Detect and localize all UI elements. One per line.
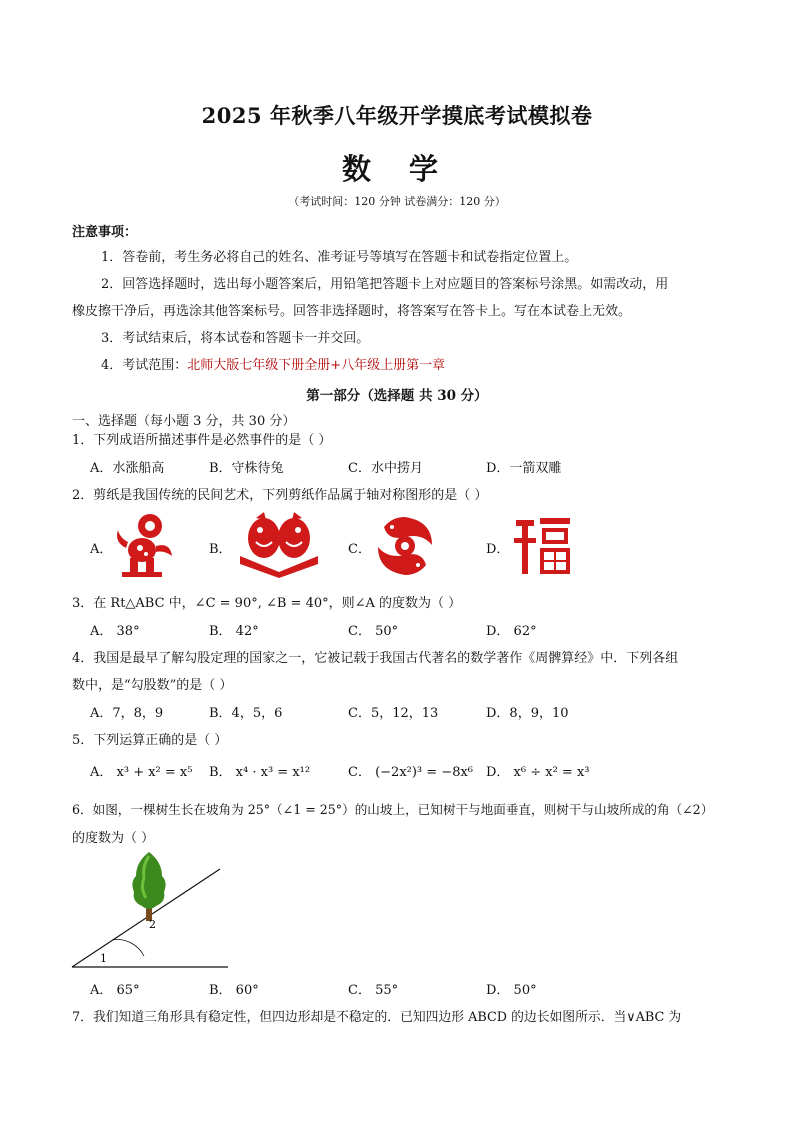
q1-option-a[interactable]: A．水涨船高	[90, 461, 165, 476]
angle-1-label: 1	[100, 952, 107, 965]
note-item-scope	[101, 354, 445, 373]
question-3-stem: 3．在 Rt△ABC 中，∠C = 90°, ∠B = 40°，则∠A 的度数为（ ）	[72, 596, 462, 611]
question-6-stem-line2: 的度数为（ ）	[72, 831, 155, 846]
q5-option-b[interactable]: B． x⁴ · x³ = x¹²	[209, 765, 311, 780]
question-5-stem: 5．下列运算正确的是（ ）	[72, 733, 228, 748]
subject-title: 数 学	[341, 152, 453, 186]
note-item: 1．答卷前，考生务必将自己的姓名、准考证号等填写在答题卡和试卷指定位置上。	[101, 250, 578, 265]
question-2-stem: 2．剪纸是我国传统的民间艺术，下列剪纸作品属于轴对称图形的是（ ）	[72, 488, 488, 503]
q3-option-b[interactable]: B． 42°	[209, 624, 259, 639]
q4-option-d[interactable]: D．8，9，10	[486, 706, 569, 721]
paper-cut-monkey-image	[112, 512, 174, 578]
question-4-stem-line1: 4．我国是最早了解勾股定理的国家之一，它被记载于我国古代著名的数学著作《周髀算经》中．下列各组	[72, 651, 679, 666]
scope-label: 4．考试范围：	[101, 358, 188, 373]
q3-option-c[interactable]: C． 50°	[348, 624, 399, 639]
note-item: 3．考试结束后，将本试卷和答题卡一并交回。	[101, 331, 370, 346]
question-4-stem-line2: 数中，是“勾股数”的是（ ）	[72, 678, 233, 693]
q2-option-a[interactable]: A．	[90, 542, 113, 557]
q6-option-c[interactable]: C． 55°	[348, 983, 399, 998]
q6-option-b[interactable]: B． 60°	[209, 983, 259, 998]
scope-value: 北师大版七年级下册全册+八年级上册第一章	[187, 358, 446, 373]
q3-option-a[interactable]: A． 38°	[90, 624, 140, 639]
q5-option-d[interactable]: D． x⁶ ÷ x² = x³	[486, 765, 590, 780]
q1-option-d[interactable]: D．一箭双雕	[486, 461, 562, 476]
question-7-stem: 7．我们知道三角形具有稳定性，但四边形却是不稳定的．已知四边形 ABCD 的边长如图所示．当∨ABC 为	[72, 1010, 682, 1025]
q4-option-c[interactable]: C．5，12，13	[348, 706, 439, 721]
q4-option-a[interactable]: A．7，8，9	[90, 706, 164, 721]
q3-option-d[interactable]: D． 62°	[486, 624, 537, 639]
q2-option-b[interactable]: B．	[209, 542, 232, 557]
note-item: 2．回答选择题时，选出每小题答案后，用铅笔把答题卡上对应题目的答案标号涂黑。如需改动，用	[101, 277, 669, 292]
q1-option-c[interactable]: C．水中捞月	[348, 461, 423, 476]
q4-option-b[interactable]: B．4，5，6	[209, 706, 283, 721]
question-1-stem: 1．下列成语所描述事件是必然事件的是（ ）	[72, 433, 332, 448]
notes-heading: 注意事项：	[72, 225, 138, 240]
part1-heading: 第一部分（选择题 共 30 分）	[306, 388, 488, 404]
q5-option-a[interactable]: A． x³ + x² = x⁵	[90, 765, 193, 780]
q5-option-c[interactable]: C． (−2x²)³ = −8x⁶	[348, 765, 474, 780]
q6-option-d[interactable]: D． 50°	[486, 983, 537, 998]
q2-option-c[interactable]: C．	[348, 542, 371, 557]
section-heading: 一、选择题（每小题 3 分，共 30 分）	[72, 414, 296, 429]
paper-cut-fish-circle-image	[372, 513, 438, 579]
question-6-stem-line1: 6．如图，一棵树生长在坡角为 25°（∠1 = 25°）的山坡上，已知树干与地面垂直，则树干与山坡所成的角（∠2）	[72, 802, 714, 817]
q6-option-a[interactable]: A． 65°	[90, 983, 140, 998]
note-item: 橡皮擦干净后，再选涂其他答案标号。回答非选择题时，将答案写在答卡上。写在本试卷上无效。	[72, 304, 632, 319]
angle-2-label: 2	[149, 918, 156, 931]
q1-option-b[interactable]: B．守株待兔	[209, 461, 284, 476]
slope-tree-figure	[70, 848, 230, 970]
paper-cut-fu-character-image	[512, 514, 574, 578]
q2-option-d[interactable]: D．	[486, 542, 510, 557]
paper-cut-twin-fish-image	[236, 512, 322, 578]
exam-info: （考试时间：120 分钟 试卷满分：120 分）	[288, 195, 506, 208]
exam-title: 2025 年秋季八年级开学摸底考试模拟卷	[201, 103, 593, 128]
